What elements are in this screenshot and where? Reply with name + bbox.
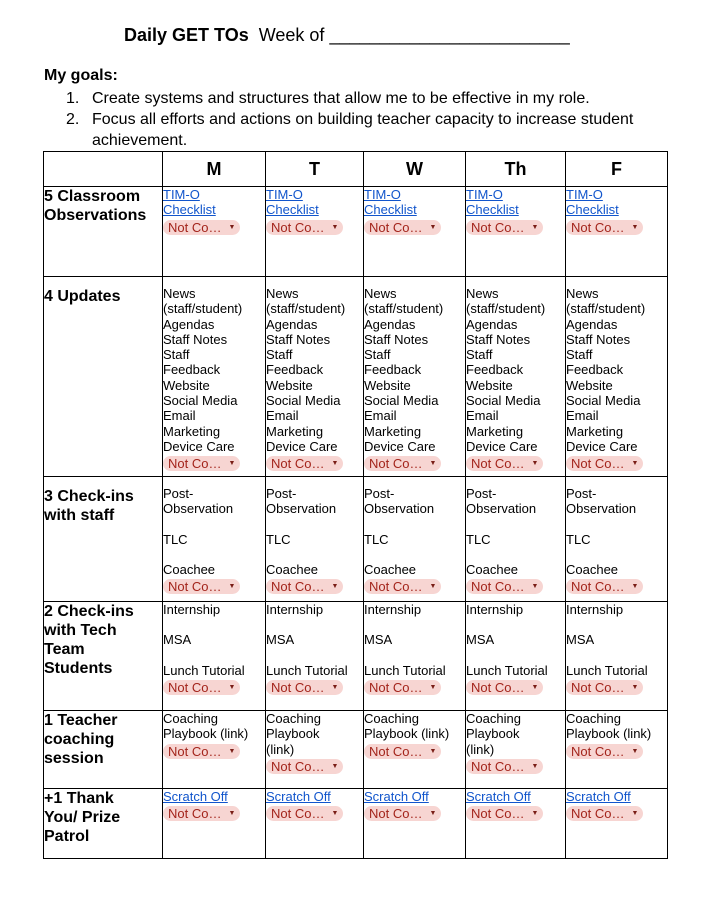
scratch-off-link[interactable]: Scratch Off [364,789,429,804]
status-dropdown[interactable] [364,579,441,594]
goal-text: Create systems and structures that allow me to be effective in my role. [92,90,590,107]
status-label: Not Co… [271,456,325,472]
table-row [44,789,668,859]
status-label: Not Co… [571,743,625,759]
day-cell [566,789,668,859]
chevron-down-icon: ▼ [631,223,639,231]
chevron-down-icon: ▼ [531,762,539,770]
chevron-down-icon: ▼ [531,583,539,591]
day-header: M [163,152,266,187]
chevron-down-icon: ▼ [531,460,539,468]
status-label: Not Co… [471,456,525,472]
day-cell: Post- Observation TLC Coachee Not Co… ▼ [266,477,364,602]
tim-o-checklist-link[interactable]: TIM-O Checklist [466,187,519,218]
status-dropdown[interactable] [163,456,240,471]
chevron-down-icon: ▼ [429,747,437,755]
status-dropdown[interactable] [266,456,343,471]
table-row [44,187,668,277]
day-cell: Internship MSA Lunch Tutorial Not Co… ▼ [566,602,668,711]
status-label: Not Co… [271,579,325,595]
day-cell [364,187,466,277]
page-title [124,25,570,46]
status-label: Not Co… [168,743,222,759]
status-dropdown[interactable] [163,220,240,235]
status-dropdown[interactable] [466,579,543,594]
chevron-down-icon: ▼ [228,747,236,755]
status-dropdown[interactable] [364,744,441,759]
title-text: Daily GET TOs [124,25,249,45]
row-label: 2 Check-ins with Tech Team Students [44,602,163,711]
status-dropdown[interactable] [566,744,643,759]
status-dropdown[interactable] [266,806,343,821]
day-cell [163,789,266,859]
chevron-down-icon: ▼ [331,762,339,770]
status-label: Not Co… [168,806,222,822]
goal-item [44,109,664,151]
tim-o-checklist-link[interactable]: TIM-O Checklist [566,187,619,218]
day-cell: Coaching Playbook (link) Not Co… ▼ [163,711,266,789]
chevron-down-icon: ▼ [631,810,639,818]
chevron-down-icon: ▼ [228,810,236,818]
chevron-down-icon: ▼ [331,810,339,818]
day-header: T [266,152,364,187]
scratch-off-link[interactable]: Scratch Off [566,789,631,804]
status-dropdown[interactable] [364,456,441,471]
status-dropdown[interactable] [266,579,343,594]
status-label: Not Co… [571,579,625,595]
goal-text: Focus all efforts and actions on building teacher capacity to increase student achievement. [92,111,634,149]
chevron-down-icon: ▼ [228,460,236,468]
day-cell [266,789,364,859]
chevron-down-icon: ▼ [331,223,339,231]
status-dropdown[interactable] [364,220,441,235]
status-dropdown[interactable] [566,806,643,821]
day-cell: News (staff/student) Agendas Staff Notes Staff Feedback Website Social Media Email Marketing Device Care Not Co… ▼ [566,277,668,477]
day-cell [364,789,466,859]
week-label: Week of [258,25,325,45]
day-cell [266,187,364,277]
table-row [44,477,668,602]
status-dropdown[interactable] [566,579,643,594]
status-label: Not Co… [571,456,625,472]
day-cell [466,789,566,859]
status-dropdown[interactable] [266,220,343,235]
row-label: +1 Thank You/ Prize Patrol [44,789,163,859]
status-label: Not Co… [271,758,325,774]
status-dropdown[interactable] [566,456,643,471]
table-row [44,711,668,789]
day-cell: Post- Observation TLC Coachee Not Co… ▼ [364,477,466,602]
status-label: Not Co… [168,456,222,472]
scratch-off-link[interactable]: Scratch Off [266,789,331,804]
day-cell: Internship MSA Lunch Tutorial Not Co… ▼ [163,602,266,711]
tim-o-checklist-link[interactable]: TIM-O Checklist [163,187,216,218]
day-cell: Coaching Playbook (link) Not Co… ▼ [266,711,364,789]
status-label: Not Co… [571,679,625,695]
day-cell [566,187,668,277]
status-label: Not Co… [571,806,625,822]
row-label: 5 Classroom Observations [44,187,163,277]
status-label: Not Co… [168,219,222,235]
day-cell: News (staff/student) Agendas Staff Notes Staff Feedback Website Social Media Email Marketing Device Care Not Co… ▼ [163,277,266,477]
chevron-down-icon: ▼ [331,460,339,468]
chevron-down-icon: ▼ [228,223,236,231]
chevron-down-icon: ▼ [429,683,437,691]
day-cell [466,187,566,277]
chevron-down-icon: ▼ [631,683,639,691]
tim-o-checklist-link[interactable]: TIM-O Checklist [266,187,319,218]
status-label: Not Co… [369,579,423,595]
day-cell: News (staff/student) Agendas Staff Notes Staff Feedback Website Social Media Email Marketing Device Care Not Co… ▼ [266,277,364,477]
day-cell: News (staff/student) Agendas Staff Notes Staff Feedback Website Social Media Email Marketing Device Care Not Co… ▼ [466,277,566,477]
chevron-down-icon: ▼ [331,683,339,691]
status-label: Not Co… [369,806,423,822]
status-dropdown[interactable] [566,680,643,695]
status-dropdown[interactable] [364,680,441,695]
scratch-off-link[interactable]: Scratch Off [163,789,228,804]
status-label: Not Co… [369,743,423,759]
goals-list [44,88,664,151]
chevron-down-icon: ▼ [631,583,639,591]
chevron-down-icon: ▼ [531,223,539,231]
chevron-down-icon: ▼ [631,747,639,755]
goal-number: 2. [66,111,80,128]
row-label: 3 Check-ins with staff [44,477,163,602]
status-label: Not Co… [471,679,525,695]
day-header: Th [466,152,566,187]
goals-label: My goals: [44,67,118,84]
status-dropdown[interactable] [466,456,543,471]
status-label: Not Co… [271,219,325,235]
chevron-down-icon: ▼ [429,223,437,231]
chevron-down-icon: ▼ [331,583,339,591]
day-cell: Coaching Playbook (link) Not Co… ▼ [364,711,466,789]
status-label: Not Co… [471,806,525,822]
row-label: 4 Updates [44,277,163,477]
status-dropdown[interactable] [466,680,543,695]
day-cell: Post- Observation TLC Coachee Not Co… ▼ [163,477,266,602]
chevron-down-icon: ▼ [429,583,437,591]
goal-number: 1. [66,90,80,107]
day-cell [163,187,266,277]
status-dropdown[interactable] [466,806,543,821]
status-label: Not Co… [369,679,423,695]
status-label: Not Co… [369,456,423,472]
chevron-down-icon: ▼ [531,810,539,818]
status-label: Not Co… [471,579,525,595]
status-label: Not Co… [471,758,525,774]
status-dropdown[interactable] [466,759,543,774]
status-dropdown[interactable] [364,806,441,821]
status-label: Not Co… [471,219,525,235]
chevron-down-icon: ▼ [631,460,639,468]
day-cell: Internship MSA Lunch Tutorial Not Co… ▼ [466,602,566,711]
day-cell: Coaching Playbook (link) Not Co… ▼ [466,711,566,789]
status-dropdown[interactable] [163,579,240,594]
table-row [44,602,668,711]
header-row [44,152,668,187]
status-dropdown[interactable] [266,759,343,774]
table-row [44,277,668,477]
day-cell: Post- Observation TLC Coachee Not Co… ▼ [466,477,566,602]
day-cell: Coaching Playbook (link) Not Co… ▼ [566,711,668,789]
status-label: Not Co… [168,679,222,695]
day-cell: Internship MSA Lunch Tutorial Not Co… ▼ [266,602,364,711]
scratch-off-link[interactable]: Scratch Off [466,789,531,804]
status-label: Not Co… [168,579,222,595]
status-label: Not Co… [271,806,325,822]
corner-cell [44,152,163,187]
status-dropdown[interactable] [163,806,240,821]
chevron-down-icon: ▼ [429,810,437,818]
chevron-down-icon: ▼ [531,683,539,691]
status-dropdown[interactable] [466,220,543,235]
day-cell: Post- Observation TLC Coachee Not Co… ▼ [566,477,668,602]
day-cell: News (staff/student) Agendas Staff Notes Staff Feedback Website Social Media Email Marketing Device Care Not Co… ▼ [364,277,466,477]
status-label: Not Co… [369,219,423,235]
day-header: F [566,152,668,187]
status-dropdown[interactable] [163,744,240,759]
schedule-table [43,151,668,859]
status-dropdown[interactable] [163,680,240,695]
status-dropdown[interactable] [266,680,343,695]
chevron-down-icon: ▼ [228,583,236,591]
chevron-down-icon: ▼ [228,683,236,691]
tim-o-checklist-link[interactable]: TIM-O Checklist [364,187,417,218]
chevron-down-icon: ▼ [429,460,437,468]
day-header: W [364,152,466,187]
goal-item [44,88,664,109]
week-blank: ________________________ [329,25,570,45]
row-label: 1 Teacher coaching session [44,711,163,789]
status-dropdown[interactable] [566,220,643,235]
day-cell: Internship MSA Lunch Tutorial Not Co… ▼ [364,602,466,711]
status-label: Not Co… [571,219,625,235]
status-label: Not Co… [271,679,325,695]
